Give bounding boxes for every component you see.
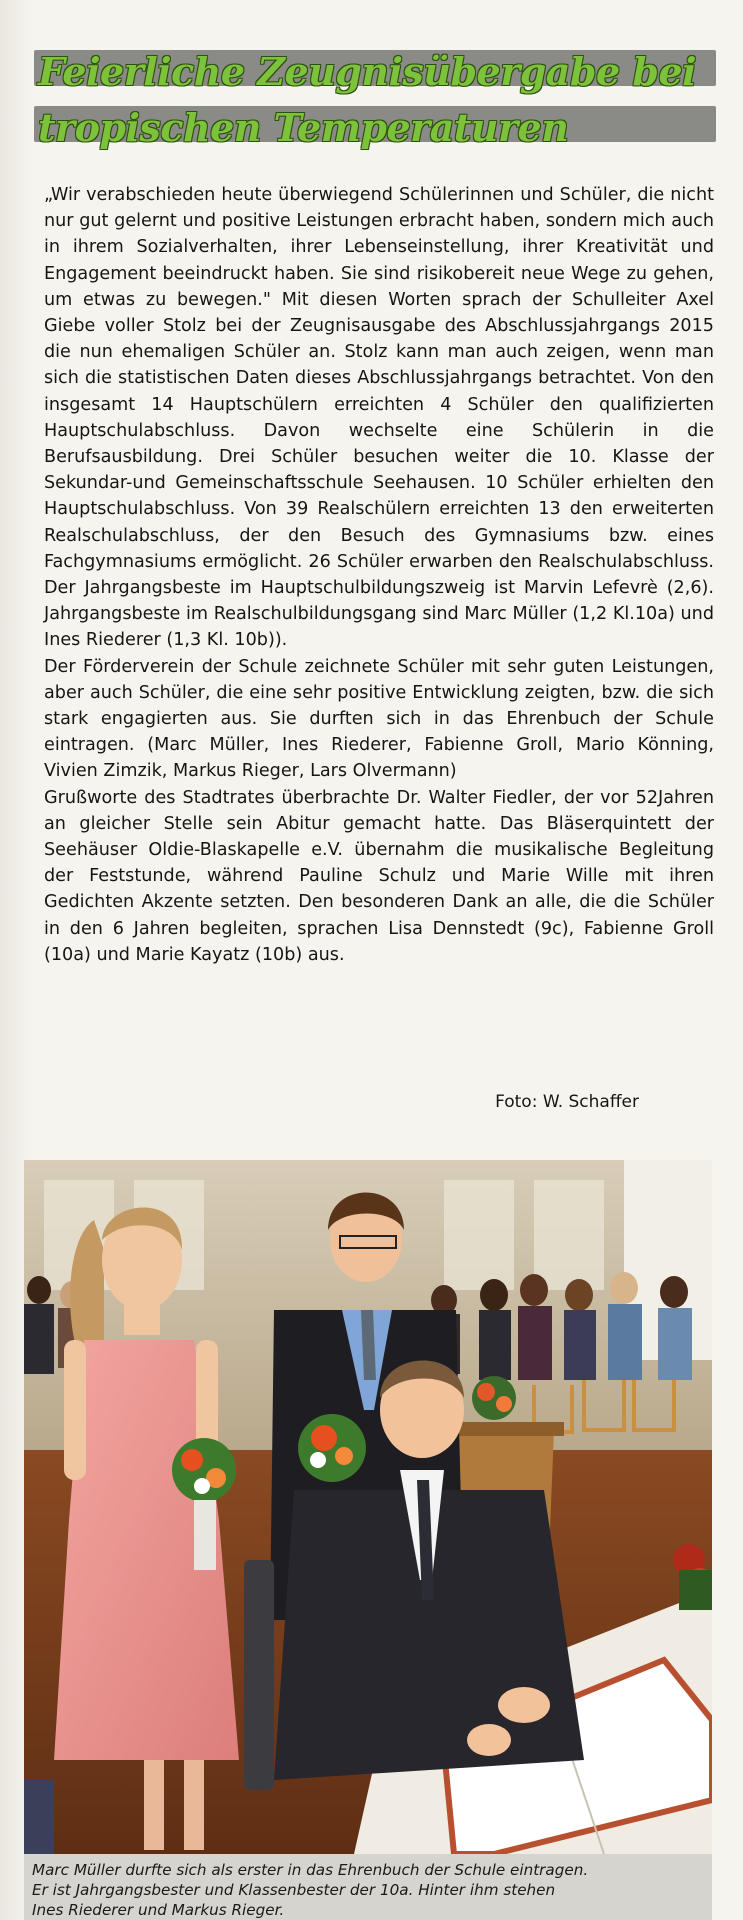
article-paragraph: Grußworte des Stadtrates überbrachte Dr. Walter Fiedler, der vor 52Jahren an gleicher Stelle sein Abitur gemacht hatte. Das Bläserquintett der Seehäuser Oldie-Blaskapelle e.V. übernahm die musikalische Begleitung der Feststunde, während Pauline Schulz und Marie Wille mit ihren Gedichten Akzente setzten. Den besonderen Dank an alle, die die Schüler in den 6 Jahren begleiten, sprachen Lisa Dennstedt (9c), Fabienne Groll (10a) und Marie Kayatz (10b) aus. [44, 787, 714, 965]
caption-line: Ines Riederer und Markus Rieger. [32, 1901, 285, 1919]
headline-line-2: tropischen Temperaturen [38, 105, 569, 150]
bouquet-center [298, 1414, 366, 1482]
article-photo [24, 1160, 712, 1854]
wall-panel [534, 1180, 604, 1290]
headline-line-1: Feierliche Zeugnisübergabe bei [38, 49, 697, 94]
graduation-photo-illustration [24, 1160, 712, 1854]
article-paragraph: „Wir verabschieden heute überwiegend Schülerinnen und Schüler, die nicht nur gut gelernt und positive Leistungen erbracht haben, sondern mich auch in ihrem Sozialverhalten, ihrer Lebenseinstellung, ihrer Kreativität und Engagement beeindruckt haben. Sie sind risikobereit neue Wege zu gehen, um etwas zu bewegen." Mit diesen Worten sprach der Schulleiter Axel Giebe voller Stolz bei der Zeugnisausgabe des Abschlussjahrgangs 2015 die nun ehemaligen Schüler an. Stolz kann man auch zeigen, wenn man sich die statistischen Daten dieses Abschlussjahrgangs betrachtet. Von den insgesamt 14 Hauptschülern erreichten 4 Schüler den qualifizierten Hauptschulabschluss. Davon wechselte eine Schülerin in die Berufsausbildung. Drei Schüler besuchen weiter die 10. Klasse der Sekundar-und Gemeinschaftsschule Seehausen. 10 Schüler erhielten den Hauptschulabschluss. Von 39 Realschülern erreichten 13 den erweiterten Realschulabschluss, der den Besuch des Gymnasiums bzw. eines Fachgymnasiums ermöglicht. 26 Schüler erwarben den Realschulabschluss. Der Jahrgangsbeste im Hauptschulbildungszweig ist Marvin Lefevrè (2,6). Jahrgangsbeste im Realschulbildungsgang sind Marc Müller (1,2 Kl.10a) und Ines Riederer (1,3 Kl. 10b)). [44, 185, 714, 651]
article-body [44, 182, 714, 968]
chair [244, 1560, 274, 1790]
caption-line: Er ist Jahrgangsbester und Klassenbester der 10a. Hinter ihm stehen [32, 1881, 556, 1899]
wall-panel [444, 1180, 514, 1290]
photo-caption [24, 1854, 712, 1920]
headline [34, 44, 716, 156]
caption-line: Marc Müller durfte sich als erster in das Ehrenbuch der Schule eintragen. [32, 1861, 589, 1879]
lectern-flowers [472, 1376, 516, 1420]
photo-credit: Foto: W. Schaffer [495, 1092, 639, 1112]
foreground-figure [24, 1780, 54, 1854]
article-paragraph: Der Förderverein der Schule zeichnete Schüler mit sehr guten Leistungen, aber auch Schüler, die eine sehr positive Entwicklung zeigten, bzw. die sich stark engagierten aus. Sie durften sich in das Ehrenbuch der Schule eintragen. (Marc Müller, Ines Riederer, Fabienne Groll, Mario Könning, Vivien Zimzik, Markus Rieger, Lars Olvermann) [44, 656, 714, 782]
